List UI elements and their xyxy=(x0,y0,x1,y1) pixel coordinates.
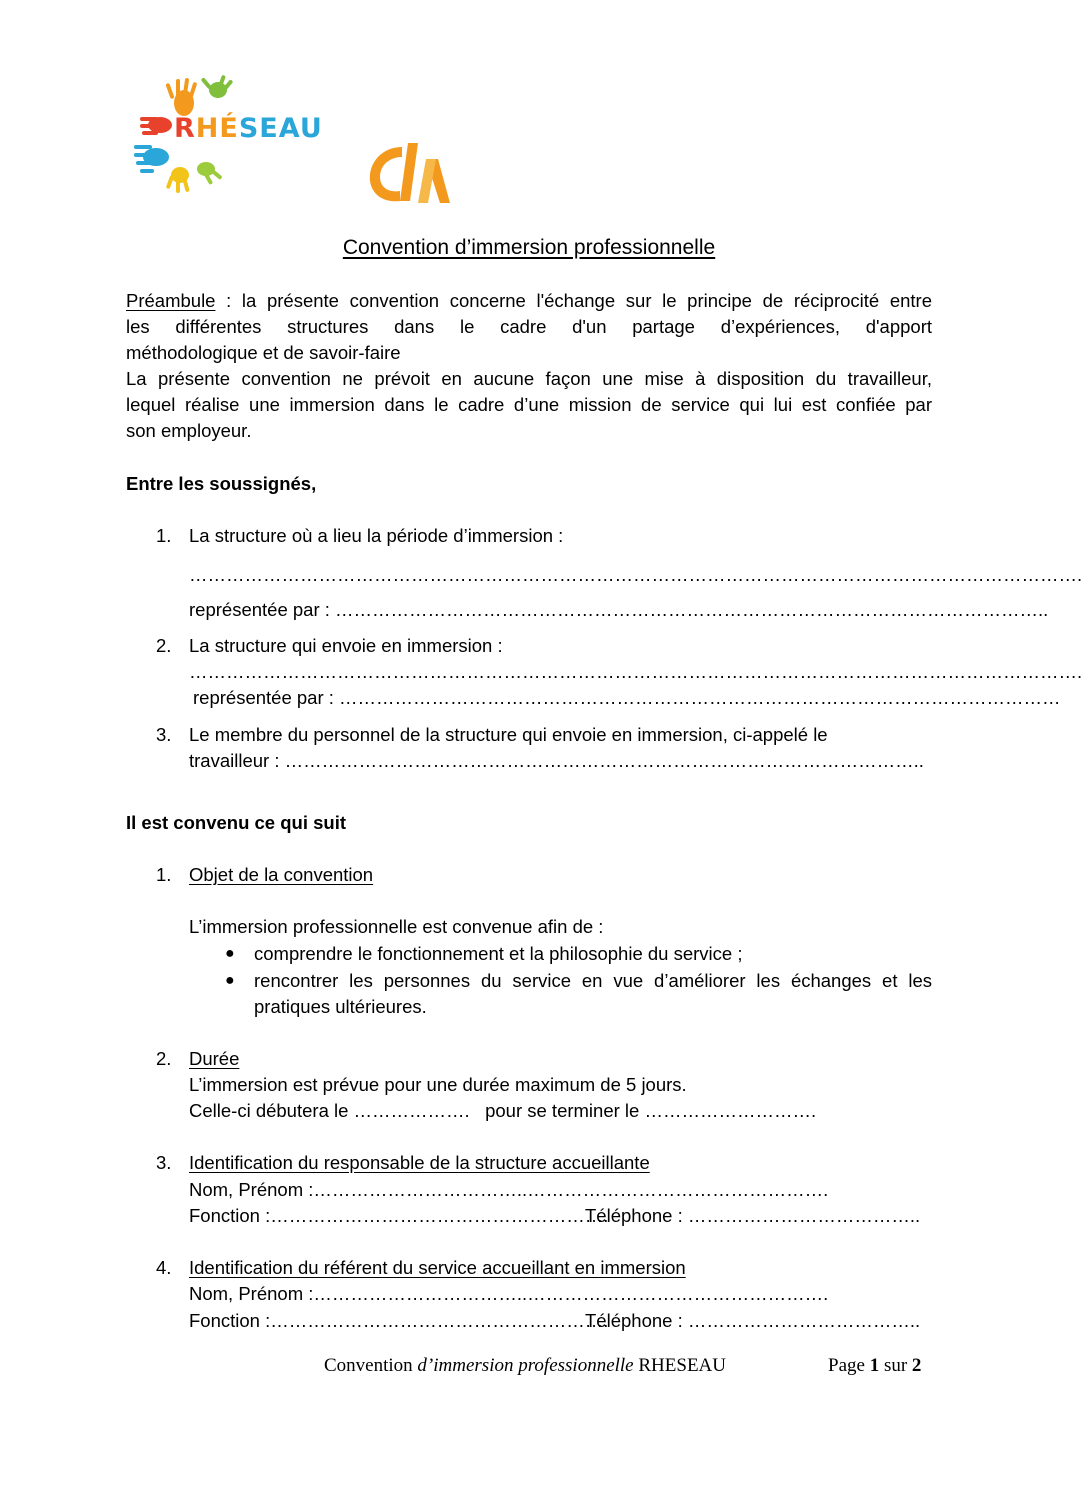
section-1-title: Objet de la convention xyxy=(189,864,374,885)
section-3-number: 3. xyxy=(156,1152,172,1173)
preamble-line-6: son employeur. xyxy=(126,420,252,441)
agreement-heading: Il est convenu ce qui suit xyxy=(126,812,346,833)
section-4-title: Identification du référent du service accueillant en immersion xyxy=(189,1257,686,1278)
bullet-1-icon: ● xyxy=(225,945,235,962)
section-3-function: Fonction :………………………………………………. xyxy=(189,1205,609,1226)
party-1-text: La structure où a lieu la période d’immersion : xyxy=(189,525,564,546)
preamble-line-4: La présente convention ne prévoit en aucune façon une mise à disposition du travailleur, xyxy=(126,368,932,389)
party-1-number: 1. xyxy=(156,525,172,546)
section-3-title: Identification du responsable de la structure accueillante xyxy=(189,1152,650,1173)
section-2-title: Durée xyxy=(189,1048,240,1069)
footer-page-number: Page 1 sur 2 xyxy=(828,1355,922,1376)
section-4-number: 4. xyxy=(156,1257,172,1278)
parties-heading: Entre les soussignés, xyxy=(126,473,317,494)
green-hand-bottom-icon xyxy=(197,162,223,185)
party-2-represented: représentée par : ……………………………………………………………………………………………………… xyxy=(193,687,1061,708)
orange-hand-icon xyxy=(165,78,197,116)
yellow-hand-icon xyxy=(166,167,190,193)
bullet-2-icon: ● xyxy=(225,972,235,989)
preamble-line-2: les différentes structures dans le cadre d'un partage d’expériences, d'apport xyxy=(126,316,932,337)
section-1-bullet-1: comprendre le fonctionnement et la philosophie du service ; xyxy=(254,943,743,964)
party-2-dots: ………………………………………………………………………………………………………………………………. xyxy=(189,661,1082,682)
red-hand-icon xyxy=(140,117,172,135)
preamble-line-3: méthodologique et de savoir-faire xyxy=(126,342,401,363)
section-1-bullet-2-line-1: rencontrer les personnes du service en vue d’améliorer les échanges et les xyxy=(254,970,932,991)
cli-logo xyxy=(366,141,452,205)
rheseau-logo xyxy=(134,75,356,193)
party-3-text: Le membre du personnel de la structure qui envoie en immersion, ci-appelé le xyxy=(189,724,828,745)
section-2-line-2: Celle-ci débutera le ………………. pour se terminer le ………………………. xyxy=(189,1100,817,1121)
preamble-line-1: Préambule : la présente convention concerne l'échange sur le principe de réciprocité entre xyxy=(126,290,932,311)
party-2-number: 2. xyxy=(156,635,172,656)
section-2-line-1: L’immersion est prévue pour une durée maximum de 5 jours. xyxy=(189,1074,687,1095)
party-1-dots: ………………………………………………………………………………………………………………………………. xyxy=(189,564,1082,585)
section-2-number: 2. xyxy=(156,1048,172,1069)
party-3-worker: travailleur : ………………………………………………………………………………………….. xyxy=(189,750,924,771)
section-4-name: Nom, Prénom :……………………………..…………………………………………. xyxy=(189,1283,829,1304)
party-2-text: La structure qui envoie en immersion : xyxy=(189,635,503,656)
section-3-phone: Téléphone : ……………………………….. xyxy=(585,1205,921,1226)
party-3-number: 3. xyxy=(156,724,172,745)
preamble-line-5: lequel réalise une immersion dans le cadre d’une mission de service qui lui est confiée par xyxy=(126,394,932,415)
footer-document-name: Convention d’immersion professionnelle RHESEAU xyxy=(324,1355,726,1376)
section-1-number: 1. xyxy=(156,864,172,885)
section-4-phone: Téléphone : ……………………………….. xyxy=(585,1310,921,1331)
document-title: Convention d’immersion professionnelle xyxy=(342,236,716,259)
rheseau-logo-text: RHÉSEAU xyxy=(174,113,323,144)
party-1-represented: représentée par : …………………………………………………………………………………………………….. xyxy=(189,599,1049,620)
blue-hand-icon xyxy=(134,145,169,173)
section-1-intro: L’immersion professionnelle est convenue afin de : xyxy=(189,916,604,937)
section-3-name: Nom, Prénom :……………………………..…………………………………………. xyxy=(189,1179,829,1200)
section-1-bullet-2-line-2: pratiques ultérieures. xyxy=(254,996,427,1017)
preamble-label: Préambule xyxy=(126,290,216,311)
section-4-function: Fonction :………………………………………………. xyxy=(189,1310,609,1331)
green-hand-icon xyxy=(201,75,234,98)
